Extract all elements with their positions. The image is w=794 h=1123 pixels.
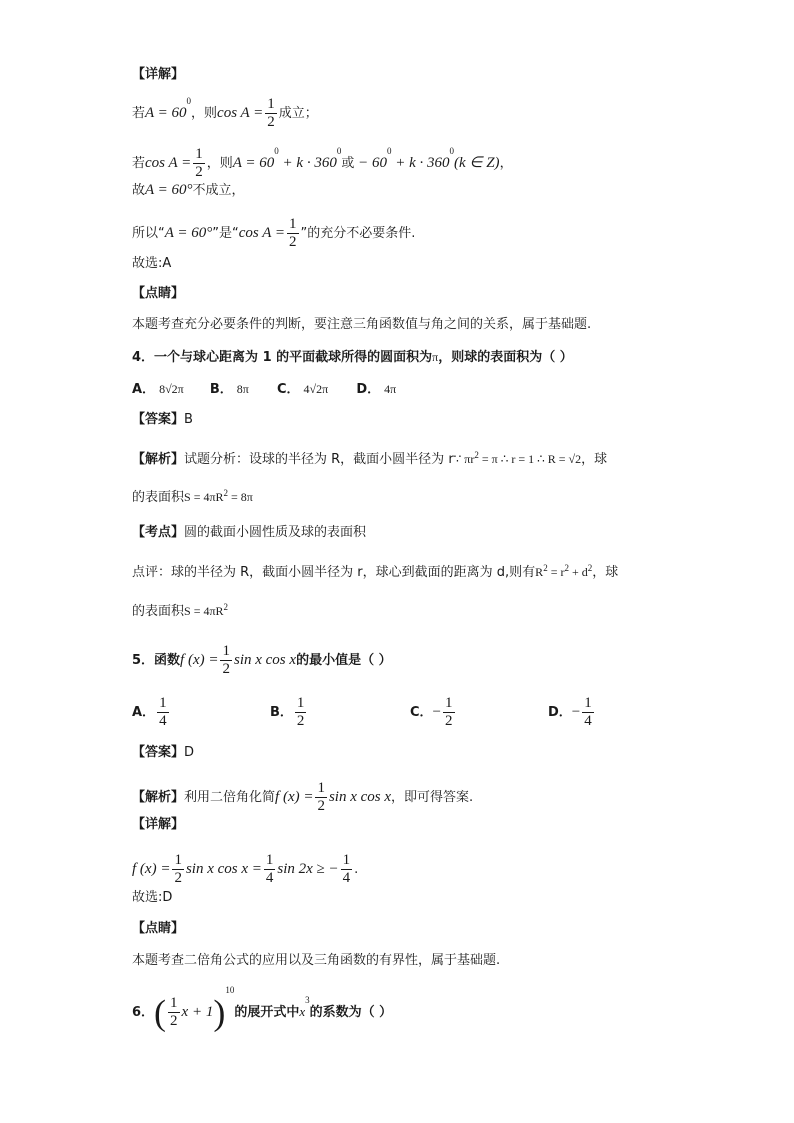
question-4-remark: 点评：球的半径为 R，截面小圆半径为 r，球心到截面的距离为 d,则有$R^2 = r^2 + d^2$，球 (132, 563, 619, 580)
question-4-options: A． 8√2π B． 8π C． 4√2π D． 4π (132, 382, 397, 397)
detail-line-4: 所以“A = 60°”是“cos A = $\frac{1}{2}$ ”的充分不必要条件. (132, 216, 416, 250)
section-heading-detail: 【详解】 (132, 67, 185, 82)
question-4-answer: 【答案】B (132, 412, 193, 427)
question-5-option-d: D．− $\frac{1}{4}$ (548, 695, 592, 729)
detail-line-2: 若cos A = $\frac{1}{2}$ ，则$A = 60^0 + k \cdot 360^0$或 − $60^0 + k \cdot 360^0(k$ ∈ Z)， (132, 146, 513, 180)
question-5-comment-heading: 【点睛】 (132, 921, 185, 936)
question-4-knowledge-point: 【考点】圆的截面小圆性质及球的表面积 (132, 525, 367, 540)
question-5-option-c: C．− $\frac{1}{2}$ (410, 695, 453, 729)
question-5-answer: 【答案】D (132, 745, 195, 760)
detail-line-1: 若$A = 60^0$，则cos A = $\frac{1}{2}$ 成立； (132, 96, 318, 130)
question-4-analysis-2: 的表面积$S = 4\pi R^2 = 8\pi$ (132, 488, 253, 505)
question-5-derivation: f (x) = $\frac{1}{2}$ sin x cos x = $\frac{1}{4}$ sin 2x ≥ − $\frac{1}{4}$ . (132, 852, 359, 886)
question-5-option-b: B． $\frac{1}{2}$ (270, 695, 305, 729)
question-4-analysis: 【解析】试题分析：设球的半径为 R，截面小圆半径为 r∵ $\pi r^2 = \pi$ ∴ r = 1 ∴ R = √2，球 (132, 450, 608, 467)
question-5-comment-text: 本题考查二倍角公式的应用以及三角函数的有界性，属于基础题. (132, 953, 501, 968)
question-6-stem: 6．( $\frac{1}{2}$ x + 1)$^{10}$的展开式中$x^3$的系数为（ ） (132, 985, 393, 1033)
question-5-option-a: A． $\frac{1}{4}$ (132, 695, 167, 729)
question-5-conclusion: 故选:D (132, 890, 173, 905)
question-4-stem: 4．一个与球心距离为 1 的平面截球所得的圆面积为π，则球的表面积为（ ） (132, 350, 573, 365)
comment-text: 本题考查充分必要条件的判断，要注意三角函数值与角之间的关系，属于基础题. (132, 317, 592, 332)
detail-conclusion: 故选:A (132, 256, 172, 271)
question-5-detail-heading: 【详解】 (132, 817, 185, 832)
question-5-stem: 5．函数f (x) = $\frac{1}{2}$ sin x cos x的最小值是（ ） (132, 643, 392, 677)
detail-line-3: 故A = 60°不成立， (132, 182, 245, 198)
question-5-analysis: 【解析】利用二倍角化简f (x) = $\frac{1}{2}$ sin x cos x，即可得答案. (132, 780, 474, 814)
question-4-remark-2: 的表面积$S = 4\pi R^2$ (132, 602, 229, 619)
section-heading-comment: 【点睛】 (132, 286, 185, 301)
